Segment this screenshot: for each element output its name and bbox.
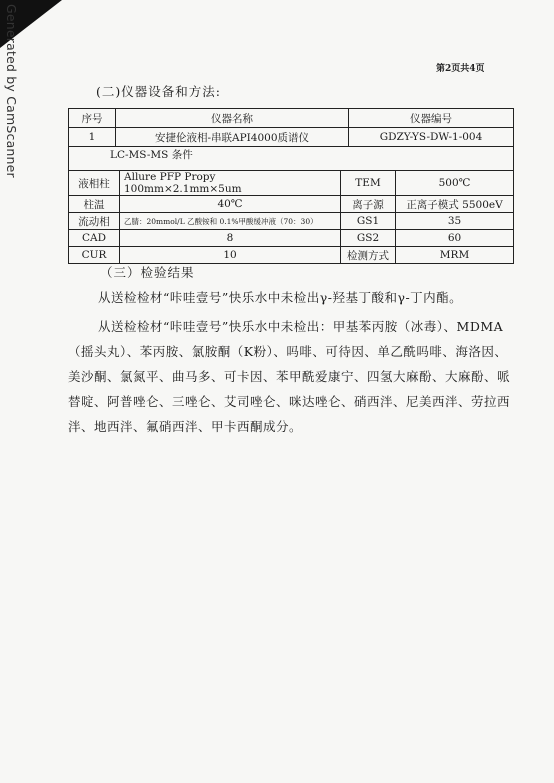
table-cell: 60 <box>396 230 514 247</box>
section-title-results: （三）检验结果 <box>100 265 195 280</box>
header-cell: 仪器编号 <box>349 109 514 128</box>
header-cell: 序号 <box>69 109 116 128</box>
table-cell: 正离子模式 5500eV <box>396 196 514 213</box>
table-cell: 离子源 <box>341 196 396 213</box>
table-cell: TEM <box>341 171 396 196</box>
table-cell: Allure PFP Propy 100mm×2.1mm×5um <box>120 171 341 196</box>
table-cell: 流动相 <box>69 213 120 230</box>
table-row <box>69 247 514 264</box>
table-cell: GS2 <box>341 230 396 247</box>
table-row <box>69 213 514 230</box>
table-cell: 液相柱 <box>69 171 120 196</box>
table-cell: 检测方式 <box>341 247 396 264</box>
table-cell: GS1 <box>341 213 396 230</box>
table-cell: CAD <box>69 230 120 247</box>
table-cell: 10 <box>120 247 341 264</box>
table-row <box>69 128 514 147</box>
table-cell: 1 <box>69 128 116 147</box>
section-title-instruments: (二)仪器设备和方法: <box>96 84 221 99</box>
table-cell: 35 <box>396 213 514 230</box>
table-cell: 乙腈：20mmol/L 乙酸铵和 0.1%甲酸缓冲液（70：30） <box>120 213 341 230</box>
table-cell: MRM <box>396 247 514 264</box>
scanner-watermark: Generated by CamScanner <box>4 4 19 178</box>
table-row <box>69 230 514 247</box>
page-number: 第2页共4页 <box>436 64 485 74</box>
header-cell: 仪器名称 <box>116 109 349 128</box>
conditions-table <box>68 170 514 264</box>
table-cell: 安捷伦液相-串联API4000质谱仪 <box>116 128 349 147</box>
lcms-label: LC-MS-MS 条件 <box>110 149 193 161</box>
table-cell: 500℃ <box>396 171 514 196</box>
table-cell: CUR <box>69 247 120 264</box>
table-cell: 8 <box>120 230 341 247</box>
instrument-table <box>68 108 514 147</box>
table-cell: 柱温 <box>69 196 120 213</box>
table-header-row <box>69 109 514 128</box>
table-row <box>69 196 514 213</box>
result-paragraph: 从送检检材“咔哇壹号”快乐水中未检出γ-羟基丁酸和γ-丁内酯。 <box>98 290 463 305</box>
table-row <box>69 171 514 196</box>
table-cell: GDZY-YS-DW-1-004 <box>349 128 514 147</box>
result-paragraph: 从送检检材“咔哇壹号”快乐水中未检出：甲基苯丙胺（冰毒）、MDMA（摇头丸）、苯丙胺、氯胺酮（K粉）、吗啡、可待因、单乙酰吗啡、海洛因、美沙酮、氯氮平、曲马多、可卡因、苯甲酰爱康宁、四氢大麻酚、大麻酚、哌替啶、阿普唑仑、三唑仑、艾司唑仑、咪达唑仑、硝西泮、尼美西泮、劳拉西泮、地西泮、氟硝西泮、甲卡西酮成分。 <box>68 319 511 434</box>
table-cell: 40℃ <box>120 196 341 213</box>
